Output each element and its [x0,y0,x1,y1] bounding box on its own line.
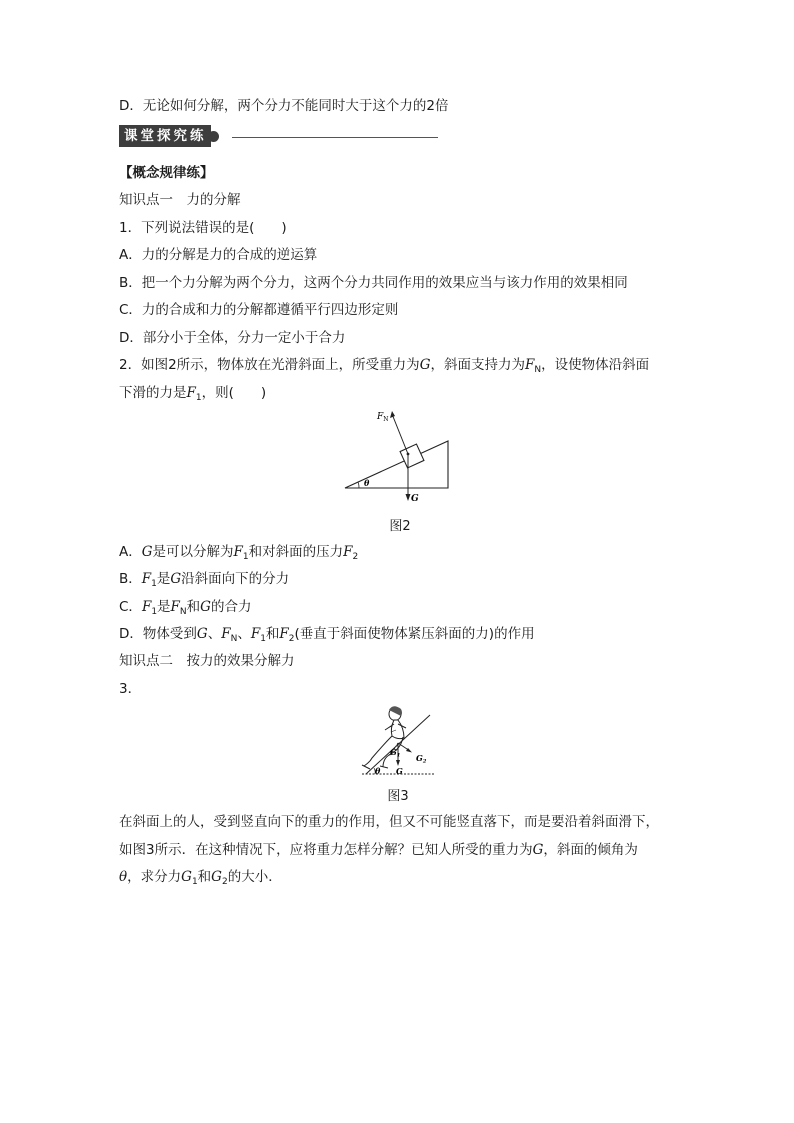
q1-stem: 1．下列说法错误的是( ) [119,220,287,236]
label-g1: G1 [390,747,401,759]
figure-3-person-on-slope [358,700,438,780]
block-on-incline [400,444,424,468]
banner-dot-icon [208,131,219,142]
q2-stem-line2: 下滑的力是$F_1$，则( ) [119,385,267,403]
q1-option-c: C．力的合成和力的分解都遵循平行四边形定则 [119,302,399,318]
q1-option-b: B．把一个力分解为两个分力，这两个分力共同作用的效果应当与该力作用的效果相同 [119,275,628,291]
banner-label: 课堂探究练 [119,125,211,147]
label-g2: G2 [416,753,427,765]
banner-rule [232,137,438,138]
label-theta: θ [375,766,381,776]
label-g: G [396,766,403,776]
label-theta: θ [364,478,370,488]
q2-option-c: C．$F_1$是$F_N$和G的合力 [119,599,252,617]
q1-option-a: A．力的分解是力的合成的逆运算 [119,247,318,263]
section-banner [119,125,219,147]
q3-text-line2: 如图3所示．在这种情况下，应将重力怎样分解？已知人所受的重力为G，斜面的倾角为 [119,842,638,858]
q3-text-line3: θ，求分力$G_1$和$G_2$的大小． [119,869,282,887]
prev-option-d: D．无论如何分解，两个分力不能同时大于这个力的2倍 [119,98,449,114]
section-heading: 【概念规律练】 [119,165,214,181]
label-fn: $F_N$ [377,412,389,423]
figure-2-incline [335,402,465,510]
q3-number: 3． [119,681,142,697]
figure-3-caption: 图3 [387,789,409,804]
q2-option-a: A．G是可以分解为$F_1$和对斜面的压力$F_2$ [119,544,359,562]
q2-option-d: D．物体受到G、$F_N$、$F_1$和$F_2$(垂直于斜面使物体紧压斜面的力)的作用 [119,626,535,644]
label-g: G [411,494,419,504]
topic-2-heading: 知识点二 按力的效果分解力 [119,653,295,669]
q2-stem-line1: 2．如图2所示，物体放在光滑斜面上，所受重力为G，斜面支持力为$F_N$，设使物体沿斜面 [119,357,650,375]
person-figure [362,706,406,769]
figure-2-caption: 图2 [389,519,411,534]
q3-text-line1: 在斜面上的人，受到竖直向下的重力的作用，但又不可能竖直落下，而是要沿着斜面滑下， [119,814,659,830]
q2-option-b: B．$F_1$是G沿斜面向下的分力 [119,571,290,589]
topic-1-heading: 知识点一 力的分解 [119,192,241,208]
q1-option-d: D．部分小于全体，分力一定小于合力 [119,330,346,346]
